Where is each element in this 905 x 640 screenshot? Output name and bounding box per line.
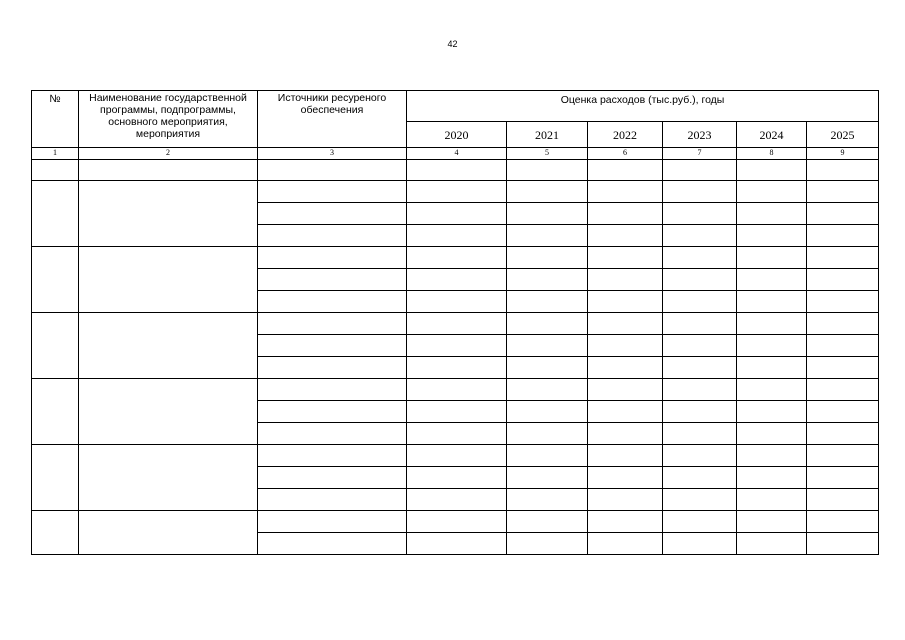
- value-2025: [807, 335, 879, 357]
- item-name: [79, 511, 258, 555]
- value-2024: [737, 445, 807, 467]
- value-2024: [737, 247, 807, 269]
- value-2021: [507, 511, 588, 533]
- value-2020: [407, 247, 507, 269]
- source-label: [258, 313, 407, 335]
- value-2024: [737, 467, 807, 489]
- header-year-2024: 2024: [737, 122, 807, 148]
- value-2025: [807, 313, 879, 335]
- table-row: [32, 160, 879, 181]
- value-2023: [663, 269, 737, 291]
- value-2023: [663, 423, 737, 445]
- header-year-2020: 2020: [407, 122, 507, 148]
- header-year-2025: 2025: [807, 122, 879, 148]
- value-2025: [807, 181, 879, 203]
- value-2020: [407, 401, 507, 423]
- source-label: [258, 291, 407, 313]
- value-2020: [407, 357, 507, 379]
- value-2025: [807, 467, 879, 489]
- value-2023: [663, 203, 737, 225]
- header-name: Наименование государственной программы, подпрограммы, основного мероприятия, мероприятия: [79, 91, 258, 148]
- header-year-2023: 2023: [663, 122, 737, 148]
- value-2025: [807, 489, 879, 511]
- source-label: [258, 401, 407, 423]
- table-row: [32, 379, 879, 401]
- value-2020: [407, 467, 507, 489]
- value-2025: [807, 445, 879, 467]
- value-2020: [407, 379, 507, 401]
- source-label: [258, 247, 407, 269]
- header-no: №: [32, 91, 79, 148]
- value-2020: [407, 203, 507, 225]
- column-number-5: 5: [507, 148, 588, 160]
- value-2021: [507, 533, 588, 555]
- item-name: [79, 247, 258, 313]
- table-row: [32, 313, 879, 335]
- source-label: [258, 533, 407, 555]
- value-2025: [807, 247, 879, 269]
- value-2020: [407, 511, 507, 533]
- value-2021: [507, 313, 588, 335]
- item-number: [32, 160, 79, 181]
- item-number: [32, 313, 79, 379]
- value-2024: [737, 357, 807, 379]
- value-2021: [507, 357, 588, 379]
- source-label: [258, 423, 407, 445]
- value-2023: [663, 247, 737, 269]
- item-name: [79, 379, 258, 445]
- item-number: [32, 247, 79, 313]
- value-2023: [663, 225, 737, 247]
- value-2023: [663, 489, 737, 511]
- header-costs: Оценка расходов (тыс.руб.), годы: [407, 91, 879, 122]
- value-2022: [588, 291, 663, 313]
- value-2020: [407, 335, 507, 357]
- value-2020: [407, 533, 507, 555]
- column-number-2: 2: [79, 148, 258, 160]
- value-2021: [507, 423, 588, 445]
- value-2020: [407, 269, 507, 291]
- value-2025: [807, 291, 879, 313]
- value-2020: [407, 489, 507, 511]
- value-2022: [588, 247, 663, 269]
- value-2025: [807, 203, 879, 225]
- value-2025: [807, 533, 879, 555]
- column-number-8: 8: [737, 148, 807, 160]
- value-2025: [807, 511, 879, 533]
- source-label: [258, 225, 407, 247]
- value-2022: [588, 225, 663, 247]
- value-2021: [507, 489, 588, 511]
- value-2020: [407, 291, 507, 313]
- source-label: [258, 203, 407, 225]
- value-2020: [407, 445, 507, 467]
- value-2025: [807, 401, 879, 423]
- value-2023: [663, 467, 737, 489]
- header-year-2022: 2022: [588, 122, 663, 148]
- value-2023: [663, 533, 737, 555]
- value-2024: [737, 511, 807, 533]
- value-2021: [507, 335, 588, 357]
- value-2025: [807, 225, 879, 247]
- value-2024: [737, 379, 807, 401]
- value-2022: [588, 379, 663, 401]
- item-name: [79, 160, 258, 181]
- value-cell: [588, 160, 663, 181]
- column-number-6: 6: [588, 148, 663, 160]
- value-2022: [588, 335, 663, 357]
- value-2021: [507, 269, 588, 291]
- item-name: [79, 445, 258, 511]
- value-2024: [737, 401, 807, 423]
- value-2021: [507, 467, 588, 489]
- value-2020: [407, 423, 507, 445]
- column-number-3: 3: [258, 148, 407, 160]
- source-label: [258, 511, 407, 533]
- value-2021: [507, 291, 588, 313]
- item-name: [79, 181, 258, 247]
- header-sources: Источники ресуреного обеспечения: [258, 91, 407, 148]
- value-2025: [807, 379, 879, 401]
- value-2024: [737, 269, 807, 291]
- value-cell: [663, 160, 737, 181]
- source-label: [258, 489, 407, 511]
- value-2023: [663, 445, 737, 467]
- table-row: [32, 181, 879, 203]
- value-2023: [663, 357, 737, 379]
- item-number: [32, 445, 79, 511]
- value-2022: [588, 533, 663, 555]
- item-number: [32, 511, 79, 555]
- value-2023: [663, 511, 737, 533]
- value-2022: [588, 269, 663, 291]
- column-number-7: 7: [663, 148, 737, 160]
- value-2024: [737, 225, 807, 247]
- column-number-4: 4: [407, 148, 507, 160]
- value-2021: [507, 247, 588, 269]
- value-2024: [737, 423, 807, 445]
- value-2020: [407, 225, 507, 247]
- item-name: [79, 313, 258, 379]
- value-2020: [407, 313, 507, 335]
- value-2024: [737, 313, 807, 335]
- value-2022: [588, 203, 663, 225]
- value-2022: [588, 423, 663, 445]
- value-2024: [737, 181, 807, 203]
- column-number-9: 9: [807, 148, 879, 160]
- value-2021: [507, 181, 588, 203]
- value-2021: [507, 379, 588, 401]
- value-2022: [588, 445, 663, 467]
- source-label: [258, 357, 407, 379]
- value-cell: [507, 160, 588, 181]
- value-2023: [663, 401, 737, 423]
- header-year-2021: 2021: [507, 122, 588, 148]
- budget-table: [31, 90, 879, 555]
- column-number-1: 1: [32, 148, 79, 160]
- value-2020: [407, 181, 507, 203]
- value-2023: [663, 335, 737, 357]
- value-2021: [507, 445, 588, 467]
- value-2021: [507, 401, 588, 423]
- value-2022: [588, 467, 663, 489]
- source-label: [258, 379, 407, 401]
- table-row: [32, 247, 879, 269]
- item-number: [32, 379, 79, 445]
- table-row: [32, 445, 879, 467]
- table-row: [32, 511, 879, 533]
- page-number: 42: [447, 39, 458, 49]
- value-2022: [588, 181, 663, 203]
- value-2024: [737, 533, 807, 555]
- value-2025: [807, 423, 879, 445]
- value-2023: [663, 181, 737, 203]
- value-2024: [737, 160, 807, 181]
- value-2022: [588, 401, 663, 423]
- source-label: [258, 445, 407, 467]
- value-2022: [588, 511, 663, 533]
- value-2023: [663, 291, 737, 313]
- value-2024: [737, 203, 807, 225]
- source-label: [258, 335, 407, 357]
- value-2024: [737, 489, 807, 511]
- value-2021: [507, 203, 588, 225]
- value-2022: [588, 489, 663, 511]
- value-2023: [663, 379, 737, 401]
- value-2025: [807, 160, 879, 181]
- value-2022: [588, 357, 663, 379]
- value-cell: [407, 160, 507, 181]
- value-2024: [737, 335, 807, 357]
- value-2025: [807, 357, 879, 379]
- value-2021: [507, 225, 588, 247]
- source-label: [258, 160, 407, 181]
- value-2024: [737, 291, 807, 313]
- value-2023: [663, 313, 737, 335]
- source-label: [258, 269, 407, 291]
- source-label: [258, 467, 407, 489]
- value-2022: [588, 313, 663, 335]
- source-label: [258, 181, 407, 203]
- item-number: [32, 181, 79, 247]
- value-2025: [807, 269, 879, 291]
